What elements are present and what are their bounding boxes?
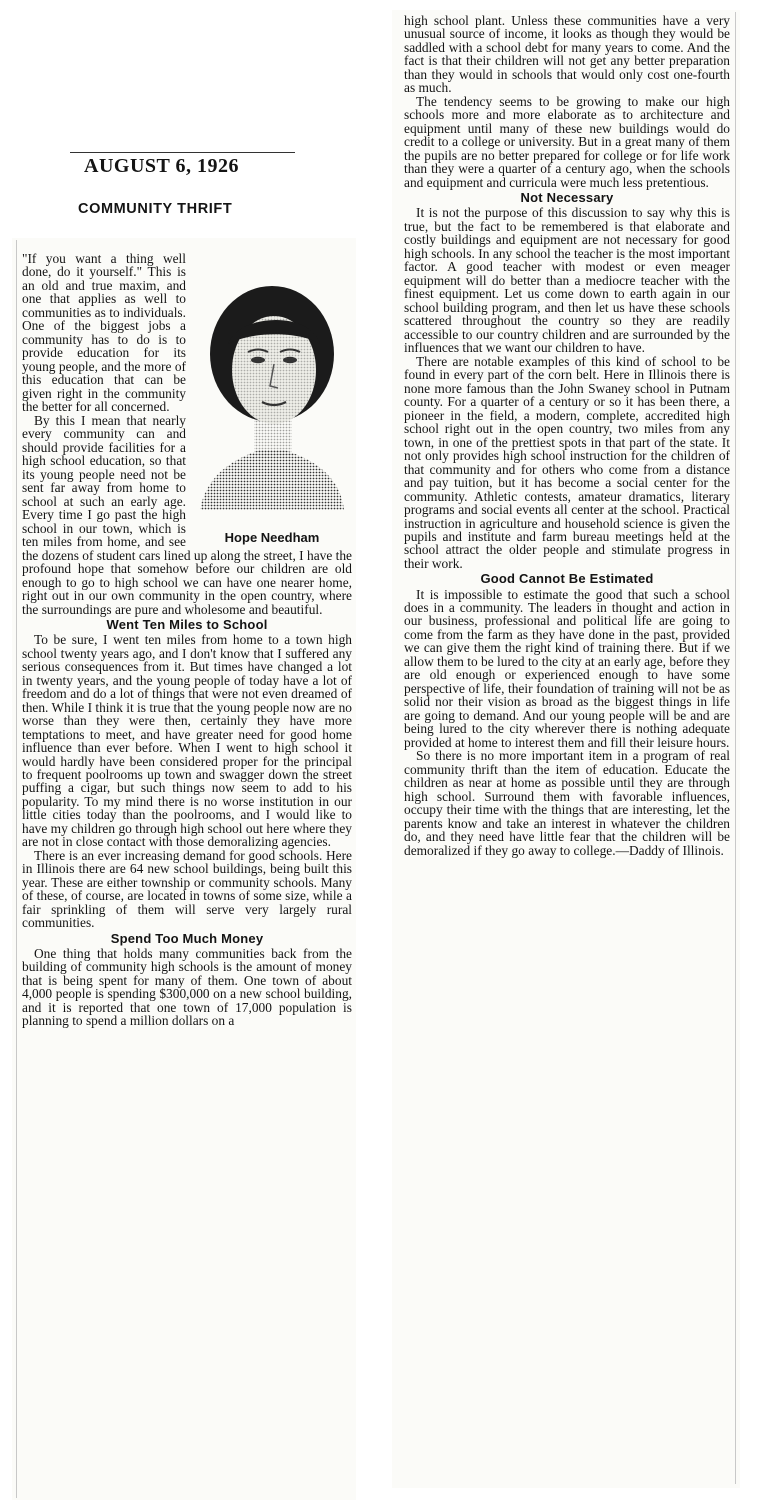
column-title: COMMUNITY THRIFT xyxy=(78,201,233,217)
paragraph: So there is no more important item in a program of real community thrift than the item of education. Educate the children as near at home as possible until they are through high school. Surround them with favorable influences, occupy their time with the things that are interesting, let the parents know and take an interest in whatever the children do, and they need have little fear that the children will be demoralized if they go away to college.—Daddy of Illinois. xyxy=(404,748,730,858)
subheading: Spend Too Much Money xyxy=(110,930,264,946)
article-column-right xyxy=(404,14,730,857)
paragraph: high school plant. Unless these communities have a very unusual source of income, it looks as though they would be saddled with a school debt for many years to come. And the fact is that their children will not get any better preparation than they would in schools that would only cost one-fourth as much. xyxy=(404,13,730,96)
paragraph: By this I mean that nearly every community can and should provide facilities for a high school education, so that its young people need not be sent far away from home to school at such an early age. Every time I go past the high school in our town, which is ten miles from home, and see the dozens of student cars lined up along the street, I have the profound hope that somehow before our children are old enough to go to high school we can have one nearer home, right out in our own community in the open country, where the surroundings are pure and wholesome and beautiful. xyxy=(22,412,352,617)
subheading: Went Ten Miles to School xyxy=(106,617,268,633)
paragraph: There are notable examples of this kind of school to be found in every part of the corn belt. Here in Illinois there is none more famous than the John Swaney school in Putnam county. For a quarter of a century or so it has been there, a pioneer in the field, a modern, complete, accredited high school right out in the open country, two miles from any town, in one of the prettiest spots in that part of the state. It not only provides high school instruction for the children of that community and for others who come from a distance and pay tuition, but it has become a social center for the community. Athletic contests, amateur dramatics, literary programs and social events all center at the school. Practical instruction in agriculture and household science is given the pupils and institute and farm bureau meetings held at the school attract the older people and stimulate progress in their work. xyxy=(404,353,730,571)
date-heading: AUGUST 6, 1926 xyxy=(84,155,239,177)
paragraph: "If you want a thing well done, do it yourself." This is an old and true maxim, and one that applies as well to communities as to individuals. One of the biggest jobs a community has to do is to provide education for its young people, and the more of this education that can be given right in the community the better for all concerned. xyxy=(22,251,186,415)
paragraph: It is impossible to estimate the good that such a school does in a community. The leaders in thought and action in our business, professional and political life are going to come from the farm as they have done in the past, provided we can give them the right kind of training there. But if we allow them to be lured to the city at an early age, before they are old enough or experienced enough to have some perspective of life, their foundation of training will not be as solid nor their vision as broad as the biggest things in life are going to demand. And our young people will be and are being lured to the city wherever there is nothing adequate provided at home to interest them and fill their leisure hours. xyxy=(404,586,730,750)
paragraph: It is not the purpose of this discussion to say why this is true, but the fact to be remembered is that elaborate and costly buildings and equipment are not necessary for good high schools. In any school the teacher is the most important factor. A good teacher with modest or even meager equipment will do better than a mediocre teacher with the finest equipment. Let us come down to earth again in our school building program, and then let us have these schools scattered throughout the country so they are readily accessible to our country children and are surrounded by the influences that we want our children to have. xyxy=(404,205,730,356)
clipping-edge xyxy=(16,240,17,1498)
subheading: Good Cannot Be Estimated xyxy=(480,571,654,587)
paragraph: The tendency seems to be growing to make our high schools more and more elaborate as to architecture and equipment until many of these new buildings would do credit to a college or university. But in a great many of them the pupils are no better prepared for college or for life work than they were a quarter of a century ago, when the schools and equipment and curricula were much less pretentious. xyxy=(404,93,730,190)
paragraph: There is an ever increasing demand for good schools. Here in Illinois there are 64 new school buildings, being built this year. These are either township or community schools. Many of these, of course, are located in towns of some size, while a fair sprinkling of them will serve very largely rural communities. xyxy=(22,847,352,931)
portrait-caption: Hope Needham xyxy=(224,529,320,545)
paragraph: One thing that holds many communities back from the building of community high schools is the amount of money that is being spent for many of them. One town of about 4,000 people is spending $300,000 on a new school building, and it is reported that one town of 17,000 population is planning to spend a million dollars on a xyxy=(22,945,352,1029)
paragraph: To be sure, I went ten miles from home to a town high school twenty years ago, and I don't know that I suffered any serious consequences from it. But times have changed a lot in twenty years, and the young people of today have a lot of freedom and do a lot of things that were not even dreamed of then. While I think it is true that the young people now are no worse than they were then, certainly they have more temptations to meet, and have greater need for good home influence than ever before. When I went to high school it would hardly have been considered proper for the principal to frequent poolrooms up town and swagger down the street puffing a cigar, but such things now seem to add to his popularity. To my mind there is no worse institution in our little cities today than the poolrooms, and I would like to have my children go through high school out here where they are not in close contact with those demoralizing agencies. xyxy=(22,632,352,850)
article-column-left xyxy=(22,252,352,1028)
portrait xyxy=(192,252,352,544)
subheading: Not Necessary xyxy=(520,190,614,206)
portrait-image xyxy=(192,252,352,524)
clipping-edge xyxy=(735,12,736,1484)
